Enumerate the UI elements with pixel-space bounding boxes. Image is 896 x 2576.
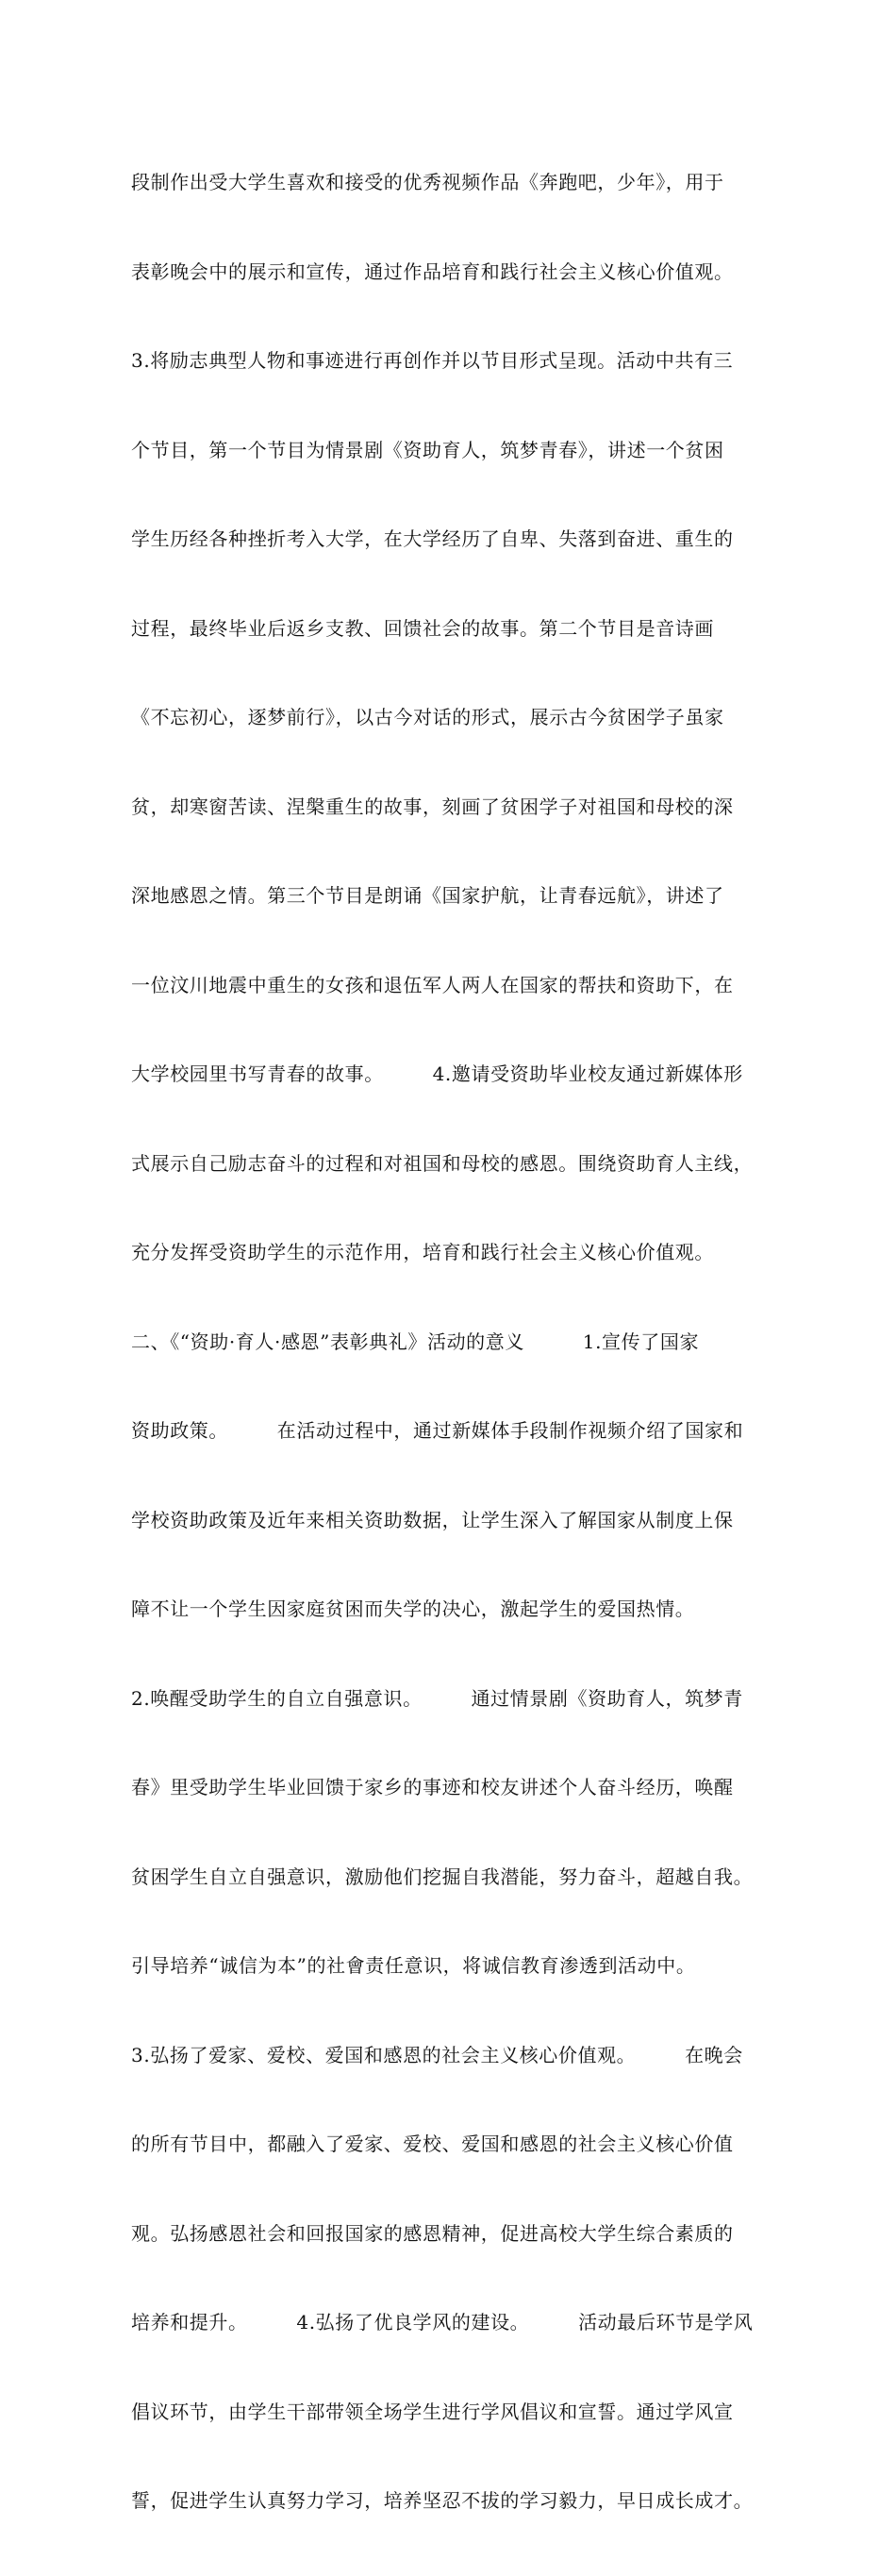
text-line: 《不忘初心，逐梦前行》，以古今对话的形式，展示古今贫困学子虽家 xyxy=(131,706,724,728)
text-line: 表彰晚会中的展示和宣传，通过作品培育和践行社会主义核心价值观。 xyxy=(131,259,734,283)
text-line: 的所有节目中，都融入了爱家、爱校、爱国和感恩的社会主义核心价值 xyxy=(131,2133,734,2155)
text-line: 3.将励志典型人物和事迹进行再创作并以节目形式呈现。活动中共有三 xyxy=(131,349,734,372)
text-line: 引导培养“诚信为本”的社會责任意识，将诚信教育渗透到活动中。 xyxy=(131,1954,696,1977)
text-line: 贫困学生自立自强意识，激励他们挖掘自我潜能，努力奋斗，超越自我。 xyxy=(131,1865,754,1888)
text-line: 观。弘扬感恩社会和回报国家的感恩精神，促进高校大学生综合素质的 xyxy=(131,2221,734,2245)
text-line: 学生历经各种挫折考入大学，在大学经历了自卑、失落到奋进、重生的 xyxy=(131,527,734,550)
text-line: 式展示自己励志奋斗的过程和对祖国和母校的感恩。围绕资助育人主线， xyxy=(131,1151,754,1175)
text-line: 障不让一个学生因家庭贫困而失学的决心，激起学生的爱国热情。 xyxy=(131,1597,695,1620)
text-line: 大学校园里书写青春的故事。 4.邀请受资助毕业校友通过新媒体形 xyxy=(131,1062,743,1085)
text-line: 2.唤醒受助学生的自立自强意识。 通过情景剧《资助育人，筑梦青 xyxy=(131,1686,743,1710)
text-line: 段制作出受大学生喜欢和接受的优秀视频作品《奔跑吧，少年》，用于 xyxy=(131,171,724,193)
body-text xyxy=(131,109,791,2576)
text-line: 誓，促进学生认真努力学习，培养坚忍不拔的学习毅力，早日成长成才。 xyxy=(131,2489,754,2512)
text-line: 二、《“资助·育人·感恩”表彰典礼》活动的意义 1.宣传了国家 xyxy=(131,1330,700,1353)
text-line: 个节目，第一个节目为情景剧《资助育人，筑梦青春》，讲述一个贫困 xyxy=(131,438,724,461)
text-line: 充分发挥受资助学生的示范作用，培育和践行社会主义核心价值观。 xyxy=(131,1241,714,1263)
text-line: 深地感恩之情。第三个节目是朗诵《国家护航，让青春远航》，讲述了 xyxy=(131,884,724,907)
text-line: 学校资助政策及近年来相关资助数据，让学生深入了解国家从制度上保 xyxy=(131,1508,734,1531)
text-line: 春》里受助学生毕业回馈于家乡的事迹和校友讲述个人奋斗经历，唤醒 xyxy=(131,1776,734,1798)
text-line: 倡议环节，由学生干部带领全场学生进行学风倡议和宣誓。通过学风宣 xyxy=(131,2400,734,2423)
text-line: 一位汶川地震中重生的女孩和退伍军人两人在国家的帮扶和资助下，在 xyxy=(131,973,734,996)
text-line: 培养和提升。 4.弘扬了优良学风的建设。 活动最后环节是学风 xyxy=(131,2311,754,2333)
text-line: 贫，却寒窗苦读、涅槃重生的故事，刻画了贫困学子对祖国和母校的深 xyxy=(131,795,734,818)
text-line: 资助政策。 在活动过程中，通过新媒体手段制作视频介绍了国家和 xyxy=(131,1419,744,1442)
text-line: 3.弘扬了爱家、爱校、爱国和感恩的社会主义核心价值观。 在晚会 xyxy=(131,2043,743,2066)
text-line: 过程，最终毕业后返乡支教、回馈社会的故事。第二个节目是音诗画 xyxy=(131,616,714,640)
